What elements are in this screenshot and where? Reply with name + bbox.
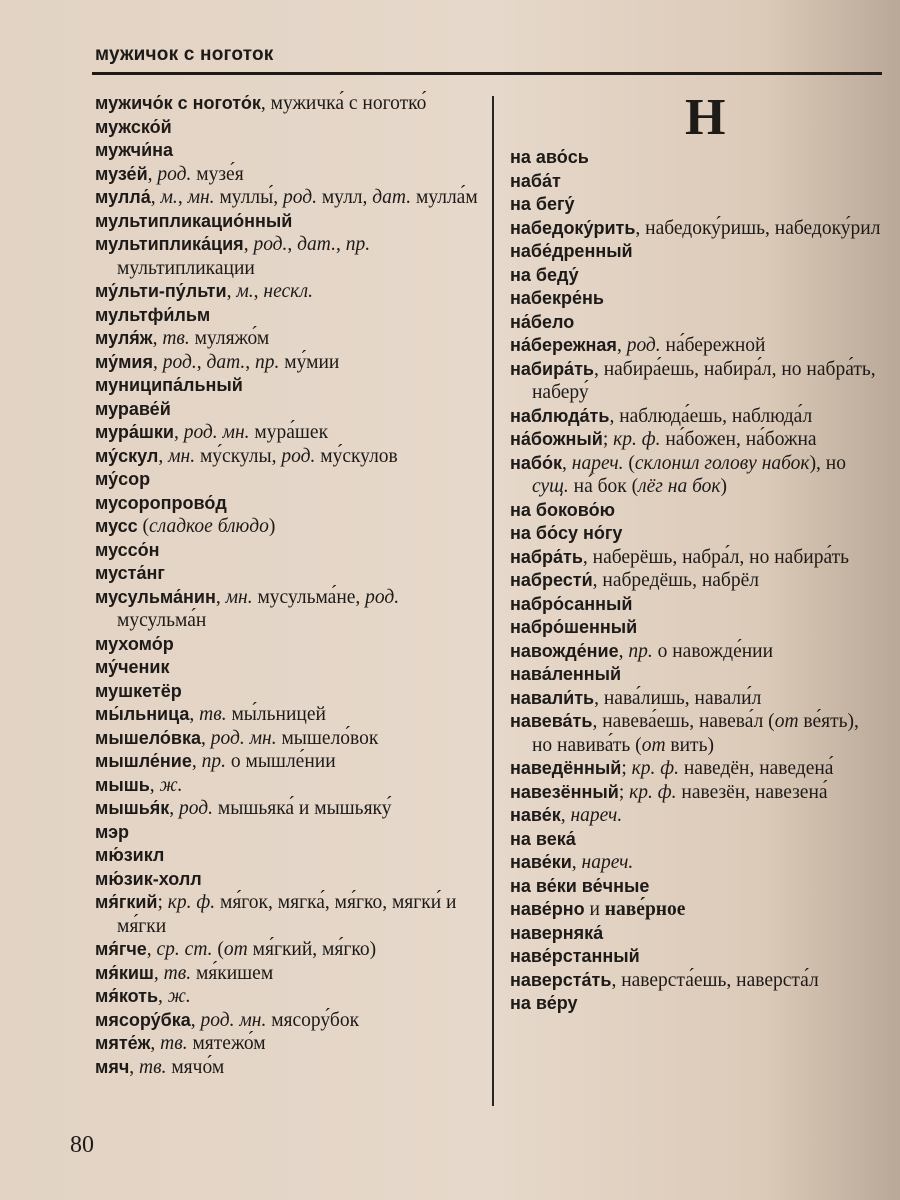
dictionary-entry [510,898,882,922]
dictionary-entry [95,515,480,539]
headword: мышле́ние [95,751,192,771]
entry-gloss: ; кр. ф. на́божен, на́божна [602,429,817,450]
headword: му́ченик [95,657,170,677]
entry-gloss: , тв. мятежо́м [150,1033,266,1054]
headword: муля́ж [95,328,153,348]
running-title: мужичок с ноготок [95,44,274,65]
dictionary-entry [510,311,882,335]
headword: мужичо́к с ногото́к [95,93,261,113]
dictionary-entry [510,428,882,452]
dictionary-entry [510,640,882,664]
dictionary-entry [95,562,480,586]
entry-gloss: , наберёшь, набра́л, но набира́ть [582,546,850,568]
dictionary-entry [95,633,480,657]
headword: на́бережная [510,335,617,355]
dictionary-entry [510,922,882,946]
headword: мужчи́на [95,140,174,160]
dictionary-entry [510,240,882,264]
entry-gloss: (сладкое блюдо) [137,516,276,537]
headword: мулла́ [95,187,151,207]
headword: мультиплика́ция [95,234,244,254]
entry-gloss: ; кр. ф. наведён, наведена́ [621,758,834,779]
headword: на́божный [510,429,603,449]
headword: нава́ленный [510,664,622,684]
headword: муниципа́льный [95,375,243,395]
entry-gloss: , род., дат., пр. мультипликации [117,234,371,279]
entry-gloss: , мужичка́ с ноготко́ [260,93,427,114]
headword: на бо́су но́гу [510,523,623,543]
headword: му́скул [95,445,159,466]
dictionary-entry [510,781,882,805]
headword: мэр [95,821,130,842]
dictionary-entry [510,264,882,288]
dictionary-entry [95,703,480,727]
entry-gloss: , пр. о мышле́нии [191,751,336,772]
entry-gloss: , род. мышьяка́ и мышьяку́ [169,798,392,819]
dictionary-entry [95,492,480,516]
headword: мя́киш [95,962,154,983]
dictionary-entry [95,938,480,962]
headword: набе́дренный [510,241,633,261]
dictionary-entry [95,774,480,798]
headword: навева́ть [510,711,593,731]
dictionary-entry [510,358,882,405]
headword: мультипликацио́нный [95,210,293,231]
dictionary-entry [510,170,882,194]
headword: мусоропрово́д [95,492,227,513]
headword: мухомо́р [95,633,174,654]
dictionary-entry [95,210,480,234]
headword: набедоку́рить [510,217,636,238]
entry-gloss: , род., дат., пр. му́мии [152,351,340,373]
dictionary-entry [95,398,480,422]
dictionary-entry [510,757,882,781]
headword: навезённый [510,781,619,802]
dictionary-entry [510,546,882,570]
dictionary-entry [95,304,480,328]
headword: муста́нг [95,563,165,583]
entry-gloss: , набредёшь, набрёл [592,570,759,591]
headword: мусульма́нин [95,586,216,607]
dictionary-entry [95,163,480,187]
headword: наба́т [510,170,561,191]
headword: мужско́й [95,116,172,137]
dictionary-entry [510,945,882,969]
headword: мяте́ж [95,1033,151,1053]
headword: мура́шки [95,422,174,442]
headword: на беду́ [510,264,579,285]
dictionary-entry [95,421,480,445]
headword: на века́ [510,828,576,849]
dictionary-entry [95,727,480,751]
header-rule [92,72,882,75]
entry-gloss: , ж. [149,774,183,796]
dictionary-entry [95,139,480,163]
left-column [95,92,480,1079]
entry-gloss: , набира́ешь, набира́л, но набра́ть, наберу́ [532,358,876,403]
headword: наверста́ть [510,969,612,990]
dictionary-entry [95,233,480,280]
headword: наве́рстанный [510,946,640,966]
headword: набира́ть [510,358,594,379]
dictionary-entry [95,539,480,563]
entry-gloss: , м., мн. муллы́, род. мулл, дат. мулла́м [150,187,478,208]
headword: на аво́сь [510,147,589,167]
right-column [510,146,882,1126]
entry-gloss: , тв. мы́льницей [189,704,326,725]
entry-gloss: , м., нескл. [226,281,314,302]
dictionary-entry [510,593,882,617]
headword: навали́ть [510,687,595,708]
headword: на бегу́ [510,194,575,214]
headword: наве́рно [510,899,585,919]
dictionary-entry [510,663,882,687]
entry-gloss: , род. мн. мышело́вок [200,727,379,749]
dictionary-entry [95,280,480,304]
dictionary-entry [510,992,882,1016]
entry-gloss: , мн. му́скулы, род. му́скулов [158,445,398,467]
dictionary-entry [510,828,882,852]
dictionary-entry [510,146,882,170]
headword: наведённый [510,758,622,778]
dictionary-entry [95,186,480,210]
entry-gloss: , нареч. [560,805,623,826]
headword: мя́гкий [95,892,158,912]
headword: музе́й [95,163,148,184]
headword: наблюда́ть [510,405,610,426]
entry-gloss: , род. мн. мясору́бок [190,1009,360,1031]
dictionary-entry [95,92,480,116]
dictionary-entry [95,750,480,774]
dictionary-entry [510,405,882,429]
dictionary-entry [510,193,882,217]
headword: набро́шенный [510,617,638,637]
dictionary-entry [95,586,480,633]
entry-gloss: , род. на́бережной [616,335,766,356]
dictionary-entry [95,1009,480,1033]
dictionary-entry [510,851,882,875]
dictionary-entry [95,374,480,398]
dictionary-entry [95,844,480,868]
headword: мышья́к [95,798,170,818]
headword: муссо́н [95,539,160,560]
headword: набо́к [510,452,563,473]
headword: мяч [95,1056,130,1077]
page-number: 80 [70,1132,94,1158]
dictionary-entry [510,969,882,993]
dictionary-entry [95,116,480,140]
entry-gloss: , тв. мячо́м [129,1056,225,1078]
entry-gloss: ; кр. ф. мя́гок, мягка́, мя́гко, мягки́ и мя́гки [117,892,457,937]
entry-gloss: , мн. мусульма́не, род. мусульма́н [117,586,400,631]
dictionary-entry [95,656,480,680]
headword: мышь [95,774,150,795]
dictionary-entry [95,468,480,492]
headword: мультфи́льм [95,304,211,325]
entry-gloss: , нареч. [571,852,634,873]
dictionary-entry [95,821,480,845]
headword: наве́к [510,805,561,825]
headword: мя́гче [95,939,147,959]
dictionary-entry [95,962,480,986]
entry-gloss: , ср. ст. (от мя́гкий, мя́гко) [146,939,377,960]
dictionary-entry [510,616,882,640]
dictionary-entry [95,327,480,351]
entry-gloss: , тв. муляжо́м [152,328,270,349]
entry-gloss: ; кр. ф. навезён, навезена́ [618,781,828,803]
column-divider [492,96,494,1106]
entry-gloss: , нареч. (склонил голову набок), но сущ. на́ бок (лёг на бок) [532,452,846,497]
headword: набра́ть [510,546,583,567]
headword: му́льти-пу́льти [95,281,227,301]
headword: му́сор [95,469,151,489]
headword: мю́зикл [95,845,165,865]
headword: набро́санный [510,593,633,614]
entry-gloss: , ж. [158,986,191,1007]
headword: мы́льница [95,704,190,724]
dictionary-entry [95,891,480,938]
dictionary-entry [510,499,882,523]
dictionary-entry [95,868,480,892]
headword: наверняка́ [510,922,604,943]
headword: мураве́й [95,398,171,419]
headword: на́бело [510,311,575,332]
entry-gloss: , наблюда́ешь, наблюда́л [609,405,813,427]
dictionary-entry [510,569,882,593]
dictionary-entry [510,287,882,311]
dictionary-entry [95,1056,480,1080]
entry-gloss: , род. мн. мура́шек [173,422,329,443]
dictionary-entry [95,445,480,469]
dictionary-entry [95,351,480,375]
dictionary-entry [95,680,480,704]
entry-gloss: , тв. мя́кишем [153,962,274,984]
headword: мю́зик-холл [95,868,202,889]
entry-gloss: и наве́рное [584,899,686,920]
dictionary-entry [510,452,882,499]
headword: мусс [95,516,138,536]
headword: набрести́ [510,570,593,590]
entry-gloss: , нава́лишь, навали́л [594,687,762,709]
headword: мя́коть [95,986,159,1006]
headword: на боково́ю [510,499,615,520]
dictionary-entry [510,875,882,899]
dictionary-entry [510,687,882,711]
entry-gloss: , наверста́ешь, наверста́л [611,969,819,991]
headword: мушкетёр [95,680,182,701]
headword: му́мия [95,351,153,372]
headword: набекре́нь [510,288,604,308]
entry-gloss: , навева́ешь, навева́л (от ве́ять), но навива́ть (от вить) [532,711,859,756]
headword: мясору́бка [95,1009,191,1030]
headword: навожде́ние [510,640,619,661]
entry-gloss: , пр. о навожде́нии [618,640,774,662]
dictionary-entry [95,1032,480,1056]
headword: наве́ки [510,852,572,872]
section-letter: Н [685,89,726,146]
headword: на ве́ру [510,993,578,1013]
dictionary-entry [510,522,882,546]
entry-gloss: , набедоку́ришь, набедоку́рил [635,217,881,239]
entry-gloss: , род. музе́я [147,163,244,185]
dictionary-entry [510,217,882,241]
dictionary-entry [95,797,480,821]
dictionary-entry [510,804,882,828]
dictionary-entry [510,334,882,358]
headword: мышело́вка [95,727,201,748]
dictionary-entry [95,985,480,1009]
headword: на ве́ки ве́чные [510,875,650,896]
dictionary-entry [510,710,882,757]
